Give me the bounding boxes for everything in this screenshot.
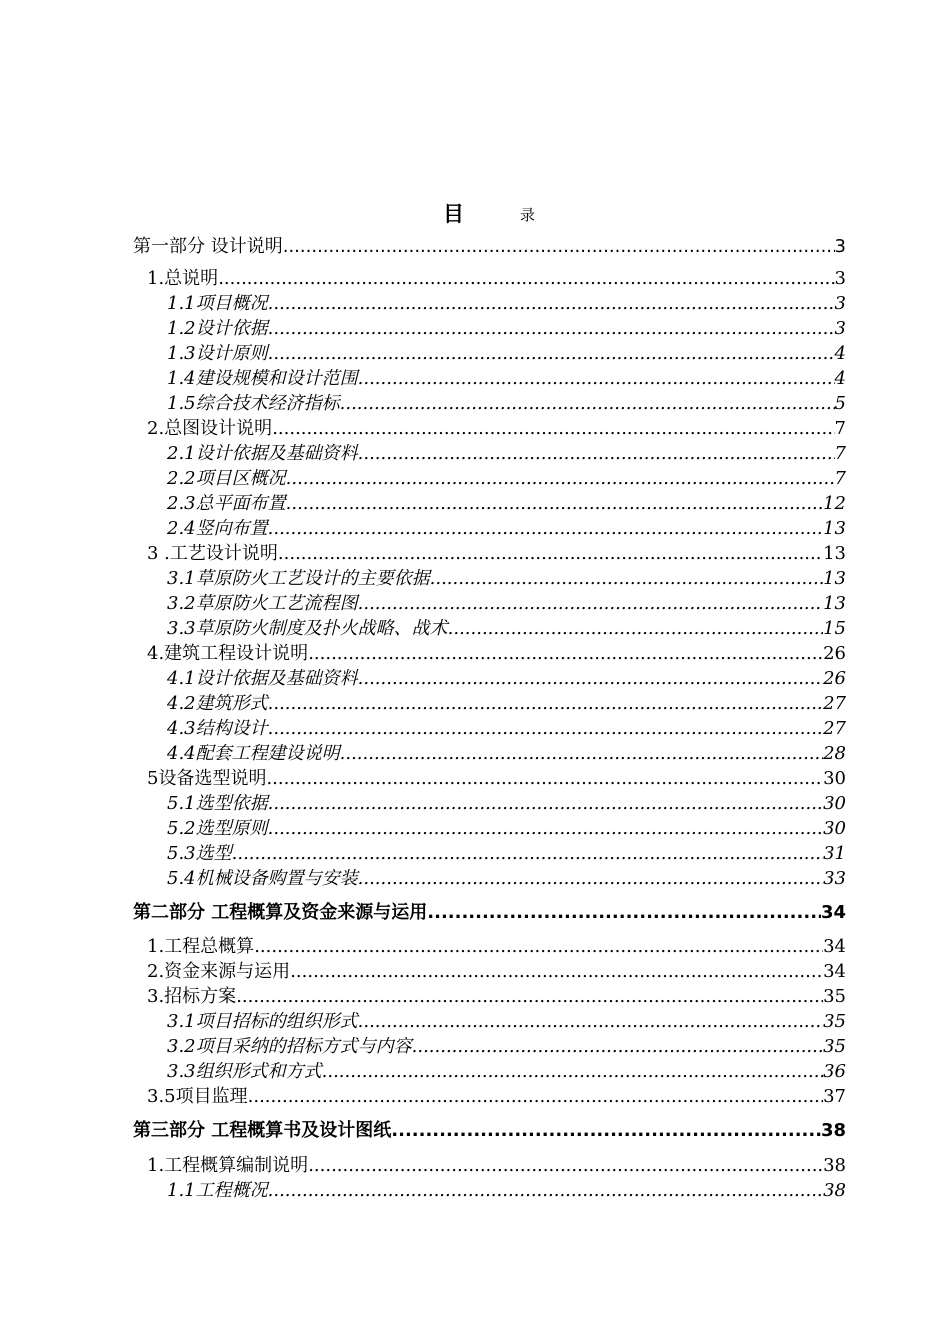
toc-entry-page-number: 27 xyxy=(823,718,846,739)
toc-entry-page-number: 3 xyxy=(834,293,846,314)
toc-entry-page-number: 12 xyxy=(823,493,846,514)
toc-entry-page-number: 13 xyxy=(823,518,846,539)
toc-entry-page-number: 13 xyxy=(823,543,846,564)
toc-entry-page-number: 15 xyxy=(823,618,846,639)
toc-dot-leader xyxy=(268,1180,823,1202)
toc-subsection-entry[interactable] xyxy=(167,693,846,717)
toc-entry-label: 5.1选型依据 xyxy=(167,793,268,814)
toc-title-char-1: 目 xyxy=(443,201,464,226)
toc-dot-leader xyxy=(358,1011,823,1033)
toc-entry-page-number: 7 xyxy=(834,418,846,439)
toc-subsection-entry[interactable] xyxy=(167,393,846,417)
toc-dot-leader xyxy=(236,986,823,1008)
toc-entry-label: 3.1项目招标的组织形式 xyxy=(167,1011,358,1032)
toc-entry-page-number: 4 xyxy=(834,343,846,364)
toc-entry-label: 1.5综合技术经济指标 xyxy=(167,393,340,414)
toc-entry-page-number: 35 xyxy=(823,986,846,1007)
toc-entry-label: 2.1设计依据及基础资料 xyxy=(167,443,358,464)
toc-entry-label: 4.1设计依据及基础资料 xyxy=(167,668,358,689)
toc-entry-page-number: 37 xyxy=(823,1086,846,1107)
toc-subsection-entry[interactable] xyxy=(167,568,846,592)
toc-subsection-entry[interactable] xyxy=(167,318,846,342)
toc-entry-page-number: 3 xyxy=(834,318,846,339)
toc-entry-page-number: 34 xyxy=(823,936,846,957)
toc-dot-leader xyxy=(268,793,823,815)
toc-entry-label: 1.2设计依据 xyxy=(167,318,268,339)
toc-section-entry[interactable] xyxy=(147,936,846,960)
toc-subsection-entry[interactable] xyxy=(167,1011,846,1035)
toc-entry-page-number: 35 xyxy=(823,1036,846,1057)
toc-entry-page-number: 31 xyxy=(823,843,846,864)
toc-dot-leader xyxy=(272,418,834,440)
toc-dot-leader xyxy=(286,493,823,515)
toc-dot-leader xyxy=(283,236,835,258)
toc-dot-leader xyxy=(358,368,835,390)
toc-part-heading[interactable] xyxy=(133,1120,846,1144)
toc-entry-label: 3.招标方案 xyxy=(147,986,237,1007)
toc-entry-page-number: 33 xyxy=(823,868,846,889)
toc-subsection-entry[interactable] xyxy=(167,718,846,742)
toc-entry-page-number: 27 xyxy=(823,693,846,714)
toc-subsection-entry[interactable] xyxy=(167,1061,846,1085)
toc-subsection-entry[interactable] xyxy=(167,468,846,492)
toc-entry-label: 1.1项目概况 xyxy=(167,293,268,314)
toc-subsection-entry[interactable] xyxy=(167,293,846,317)
toc-section-entry[interactable] xyxy=(147,543,846,567)
toc-entry-label: 第一部分 设计说明 xyxy=(133,236,283,257)
toc-dot-leader xyxy=(268,518,823,540)
toc-entry-page-number: 30 xyxy=(823,768,846,789)
toc-subsection-entry[interactable] xyxy=(167,1180,846,1204)
toc-dot-leader xyxy=(266,768,823,790)
toc-entry-page-number: 13 xyxy=(823,593,846,614)
toc-subsection-entry[interactable] xyxy=(167,818,846,842)
toc-entry-page-number: 35 xyxy=(823,1011,846,1032)
toc-entry-page-number: 7 xyxy=(834,468,846,489)
toc-entry-page-number: 28 xyxy=(823,743,846,764)
toc-dot-leader xyxy=(286,468,835,490)
toc-entry-page-number: 36 xyxy=(823,1061,846,1082)
toc-entry-label: 5.2选型原则 xyxy=(167,818,268,839)
toc-entry-page-number: 13 xyxy=(823,568,846,589)
toc-dot-leader xyxy=(278,543,823,565)
toc-title xyxy=(0,198,950,228)
toc-entry-label: 5.3选型 xyxy=(167,843,232,864)
toc-entry-page-number: 30 xyxy=(823,818,846,839)
toc-subsection-entry[interactable] xyxy=(167,1036,846,1060)
toc-entry-label: 1.工程总概算 xyxy=(147,936,255,957)
toc-dot-leader xyxy=(290,961,823,983)
toc-dot-leader xyxy=(322,1061,823,1083)
toc-entry-label: 1.1工程概况 xyxy=(167,1180,268,1201)
toc-dot-leader xyxy=(340,743,823,765)
toc-entry-label: 3 .工艺设计说明 xyxy=(147,543,278,564)
toc-dot-leader xyxy=(232,843,823,865)
toc-section-entry[interactable] xyxy=(147,643,846,667)
toc-dot-leader xyxy=(340,393,835,415)
toc-dot-leader xyxy=(412,1036,823,1058)
toc-dot-leader xyxy=(268,343,835,365)
toc-entry-page-number: 30 xyxy=(823,793,846,814)
toc-entry-label: 2.总图设计说明 xyxy=(147,418,273,439)
toc-dot-leader xyxy=(358,868,823,890)
toc-dot-leader xyxy=(254,936,823,958)
toc-entry-page-number: 7 xyxy=(834,443,846,464)
toc-entry-label: 3.3组织形式和方式 xyxy=(167,1061,322,1082)
toc-subsection-entry[interactable] xyxy=(167,593,846,617)
toc-dot-leader xyxy=(248,1086,823,1108)
toc-entry-label: 1.4建设规模和设计范围 xyxy=(167,368,358,389)
toc-subsection-entry[interactable] xyxy=(167,843,846,867)
toc-dot-leader xyxy=(358,668,823,690)
toc-entry-page-number: 4 xyxy=(834,368,846,389)
toc-dot-leader xyxy=(308,643,823,665)
toc-entry-label: 第三部分 工程概算书及设计图纸 xyxy=(133,1120,392,1141)
toc-entry-page-number: 26 xyxy=(823,668,846,689)
toc-entry-label: 1.工程概算编制说明 xyxy=(147,1155,309,1176)
toc-dot-leader xyxy=(268,693,823,715)
toc-section-entry[interactable] xyxy=(147,1086,846,1110)
toc-entry-page-number: 3 xyxy=(834,268,846,289)
toc-dot-leader xyxy=(358,593,823,615)
toc-entry-label: 第二部分 工程概算及资金来源与运用 xyxy=(133,902,428,923)
toc-entry-label: 3.1草原防火工艺设计的主要依据 xyxy=(167,568,430,589)
toc-subsection-entry[interactable] xyxy=(167,618,846,642)
toc-subsection-entry[interactable] xyxy=(167,443,846,467)
toc-dot-leader xyxy=(308,1155,823,1177)
toc-entry-label: 4.建筑工程设计说明 xyxy=(147,643,309,664)
toc-subsection-entry[interactable] xyxy=(167,793,846,817)
toc-dot-leader xyxy=(358,443,835,465)
toc-subsection-entry[interactable] xyxy=(167,518,846,542)
toc-dot-leader xyxy=(430,568,823,590)
toc-section-entry[interactable] xyxy=(147,986,846,1010)
toc-entry-label: 2.3总平面布置 xyxy=(167,493,286,514)
toc-entry-label: 5设备选型说明 xyxy=(147,768,267,789)
toc-section-entry[interactable] xyxy=(147,1155,846,1179)
toc-entry-label: 4.4配套工程建设说明 xyxy=(167,743,340,764)
toc-subsection-entry[interactable] xyxy=(167,668,846,692)
toc-entry-page-number: 34 xyxy=(823,961,846,982)
toc-section-entry[interactable] xyxy=(147,768,846,792)
toc-title-char-2: 录 xyxy=(520,206,536,224)
toc-entry-label: 4.2建筑形式 xyxy=(167,693,268,714)
toc-dot-leader xyxy=(427,902,821,924)
toc-entry-label: 1.总说明 xyxy=(147,268,219,289)
toc-dot-leader xyxy=(218,268,834,290)
toc-section-entry[interactable] xyxy=(147,268,846,292)
toc-entry-label: 3.3草原防火制度及扑火战略、战术 xyxy=(167,618,448,639)
toc-subsection-entry[interactable] xyxy=(167,343,846,367)
toc-subsection-entry[interactable] xyxy=(167,868,846,892)
toc-entry-label: 3.2项目采纳的招标方式与内容 xyxy=(167,1036,412,1057)
toc-subsection-entry[interactable] xyxy=(167,743,846,767)
toc-entry-page-number: 38 xyxy=(823,1155,846,1176)
toc-part-heading[interactable] xyxy=(133,902,846,926)
toc-entry-label: 3.5项目监理 xyxy=(147,1086,248,1107)
toc-entry-label: 1.3设计原则 xyxy=(167,343,268,364)
toc-entry-page-number: 5 xyxy=(834,393,846,414)
toc-entry-label: 3.2草原防火工艺流程图 xyxy=(167,593,358,614)
toc-entry-label: 2.4竖向布置 xyxy=(167,518,268,539)
toc-dot-leader xyxy=(268,293,835,315)
toc-dot-leader xyxy=(268,718,823,740)
toc-entry-label: 2.资金来源与运用 xyxy=(147,961,291,982)
toc-section-entry[interactable] xyxy=(147,961,846,985)
toc-dot-leader xyxy=(448,618,823,640)
toc-entry-page-number: 38 xyxy=(820,1120,846,1141)
toc-dot-leader xyxy=(268,818,823,840)
toc-entry-label: 5.4机械设备购置与安装 xyxy=(167,868,358,889)
toc-entry-page-number: 26 xyxy=(823,643,846,664)
toc-entry-label: 2.2项目区概况 xyxy=(167,468,286,489)
toc-subsection-entry[interactable] xyxy=(167,493,846,517)
toc-entry-label: 4.3结构设计 xyxy=(167,718,268,739)
toc-entry-page-number: 34 xyxy=(820,902,846,923)
toc-entry-page-number: 3 xyxy=(834,236,846,257)
toc-entry-page-number: 38 xyxy=(823,1180,846,1201)
toc-dot-leader xyxy=(391,1120,821,1142)
toc-subsection-entry[interactable] xyxy=(167,368,846,392)
toc-dot-leader xyxy=(268,318,835,340)
toc-part-heading[interactable] xyxy=(133,236,846,260)
toc-section-entry[interactable] xyxy=(147,418,846,442)
